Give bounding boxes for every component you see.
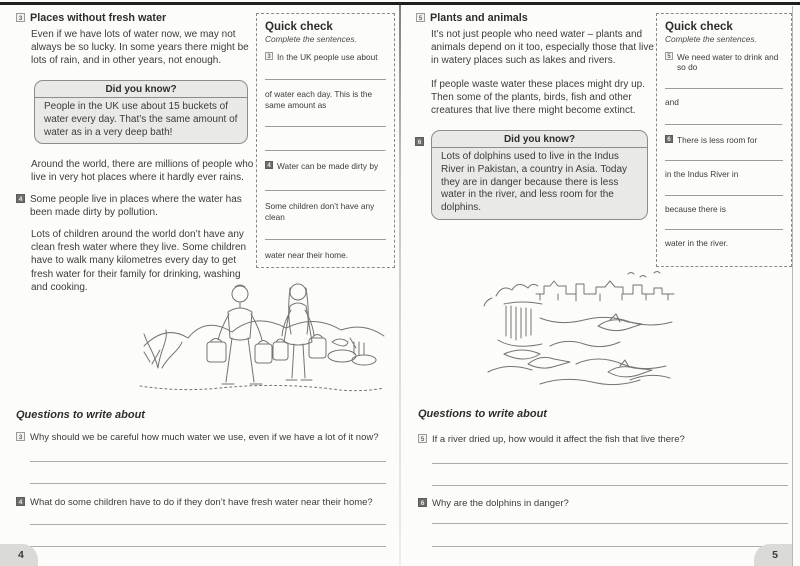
section-number-badge: 6 bbox=[415, 137, 424, 146]
question-number-badge: 3 bbox=[16, 432, 25, 441]
sentence-text: water near their home. bbox=[265, 250, 349, 261]
answer-line bbox=[30, 522, 386, 525]
paragraph: Around the world, there are millions of people who live in very hot places where it hardly ever rains. bbox=[31, 159, 254, 184]
sentence-text: Water can be made dirty by bbox=[277, 161, 379, 172]
quick-check-sentence bbox=[265, 250, 386, 260]
quick-check-sentence bbox=[665, 52, 783, 73]
answer-blank-line bbox=[265, 143, 386, 154]
quick-check-sentence bbox=[665, 204, 783, 214]
answer-line bbox=[30, 544, 386, 547]
sentence-end-punctuation: . bbox=[383, 183, 386, 194]
sentence-text: In the UK people use about bbox=[277, 52, 378, 62]
answer-blank-line bbox=[665, 227, 783, 230]
question-text: What do some children have to do if they don’t have fresh water near their home? bbox=[30, 497, 373, 508]
paragraph: Lots of children around the world don’t have any clean fresh water where they live. Some children have to walk many kilometres every day to get fresh water for their family for drinking, washing and cooking. bbox=[31, 229, 247, 293]
question-row bbox=[16, 497, 398, 508]
quick-check-sentence bbox=[265, 52, 386, 62]
did-you-know-box bbox=[431, 130, 648, 220]
answer-line bbox=[30, 459, 386, 462]
quick-check-title: Quick check bbox=[665, 21, 733, 33]
sentence-end-punctuation: . bbox=[383, 143, 386, 154]
right-page bbox=[400, 0, 800, 566]
answer-blank-line bbox=[665, 117, 783, 128]
quick-check-panel bbox=[256, 13, 395, 268]
page-number: 4 bbox=[18, 549, 24, 561]
section-number-badge: 3 bbox=[16, 13, 25, 22]
answer-blank-line bbox=[265, 124, 386, 127]
question-row bbox=[16, 432, 398, 443]
sentence-text: and bbox=[665, 96, 679, 107]
quick-check-sentence bbox=[665, 135, 783, 145]
sentence-end-punctuation: . bbox=[780, 117, 783, 128]
question-number-badge: 4 bbox=[16, 497, 25, 506]
answer-line bbox=[432, 461, 788, 464]
sentence-text: of water each day. This is the same amount as bbox=[265, 89, 373, 110]
page-number: 5 bbox=[772, 549, 778, 561]
children-carrying-water-illustration bbox=[136, 270, 390, 410]
answer-blank-line bbox=[265, 77, 386, 80]
quick-check-sentence bbox=[265, 161, 386, 171]
question-number-badge: 5 bbox=[418, 434, 427, 443]
quick-check-sentence bbox=[665, 97, 783, 107]
answer-line bbox=[432, 521, 788, 524]
did-you-know-text: Lots of dolphins used to live in the Indus River in Pakistan, a country in Asia. Today they are in danger because there is less water in the river, and less room for the dolphins. bbox=[441, 151, 628, 214]
sentence-number-badge: 4 bbox=[265, 161, 273, 169]
sentence-text: because there is bbox=[665, 203, 726, 214]
quick-check-sentence bbox=[265, 89, 386, 110]
answer-line bbox=[432, 483, 788, 486]
sentence-text: There is less room for bbox=[677, 135, 758, 146]
quick-check-sentence bbox=[265, 201, 386, 222]
question-text: Why should we be careful how much water we use, even if we have a lot of it now? bbox=[30, 432, 379, 443]
section-number-badge: 5 bbox=[416, 13, 425, 22]
page-number-tab bbox=[0, 544, 38, 566]
paragraph: Some people live in places where the water has been made dirty by pollution. bbox=[30, 194, 242, 219]
question-text: Why are the dolphins in danger? bbox=[432, 498, 569, 509]
quick-check-sentence bbox=[665, 238, 783, 248]
section-heading-row bbox=[16, 12, 266, 24]
section-number-badge: 4 bbox=[16, 194, 25, 203]
paragraph: If people waste water these places might dry up. Then some of the plants, birds, fish and other creatures that live there might become extinct. bbox=[431, 79, 646, 117]
section-heading-row bbox=[416, 12, 666, 24]
quick-check-subtitle: Complete the sentences. bbox=[265, 34, 357, 44]
paragraph: It’s not just people who need water – plants and animals depend on it too, especially those that live in watery places such as lakes and rivers. bbox=[431, 29, 654, 67]
did-you-know-title: Did you know? bbox=[35, 81, 247, 98]
question-row bbox=[418, 434, 788, 445]
answer-blank-line bbox=[665, 86, 783, 89]
quick-check-subtitle: Complete the sentences. bbox=[665, 34, 757, 44]
sentence-number-badge: 3 bbox=[265, 52, 273, 60]
quick-check-title: Quick check bbox=[265, 21, 333, 33]
question-row bbox=[418, 498, 788, 509]
page-right-edge bbox=[792, 6, 793, 566]
did-you-know-box bbox=[34, 80, 248, 144]
sentence-text: in the Indus River in bbox=[665, 169, 739, 180]
sentence-text: Some children don’t have any clean bbox=[265, 201, 375, 222]
sentence-number-badge: 5 bbox=[665, 52, 673, 60]
quick-check-panel bbox=[656, 13, 792, 267]
page-gutter bbox=[399, 5, 401, 566]
sentence-number-badge: 6 bbox=[665, 135, 673, 143]
did-you-know-text: People in the UK use about 15 buckets of water every day. That’s the same amount of water as in a very deep bath! bbox=[44, 101, 238, 138]
question-text: If a river dried up, how would it affect the fish that live there? bbox=[432, 434, 685, 445]
sentence-text: water in the river. bbox=[665, 238, 729, 249]
answer-line bbox=[30, 481, 386, 484]
did-you-know-title: Did you know? bbox=[432, 131, 647, 148]
answer-blank-line bbox=[265, 183, 386, 194]
answer-line bbox=[432, 544, 788, 547]
paragraph: Even if we have lots of water now, we may not always be so lucky. In some years there might be lots of rain, and in other years, not enough. bbox=[31, 29, 249, 67]
question-number-badge: 6 bbox=[418, 498, 427, 507]
answer-blank-line bbox=[665, 158, 783, 161]
answer-blank-line bbox=[265, 237, 386, 240]
page-number-tab bbox=[754, 544, 792, 566]
pollution-paragraph-row bbox=[16, 193, 262, 219]
answer-blank-line bbox=[665, 193, 783, 196]
sentence-text: We need water to drink and so do bbox=[677, 52, 779, 73]
quick-check-sentence bbox=[665, 169, 783, 179]
indus-river-dolphins-illustration bbox=[478, 266, 690, 404]
section-heading: Places without fresh water bbox=[30, 12, 167, 24]
questions-title: Questions to write about bbox=[16, 409, 145, 421]
questions-title: Questions to write about bbox=[418, 408, 547, 420]
section-heading: Plants and animals bbox=[430, 12, 528, 24]
